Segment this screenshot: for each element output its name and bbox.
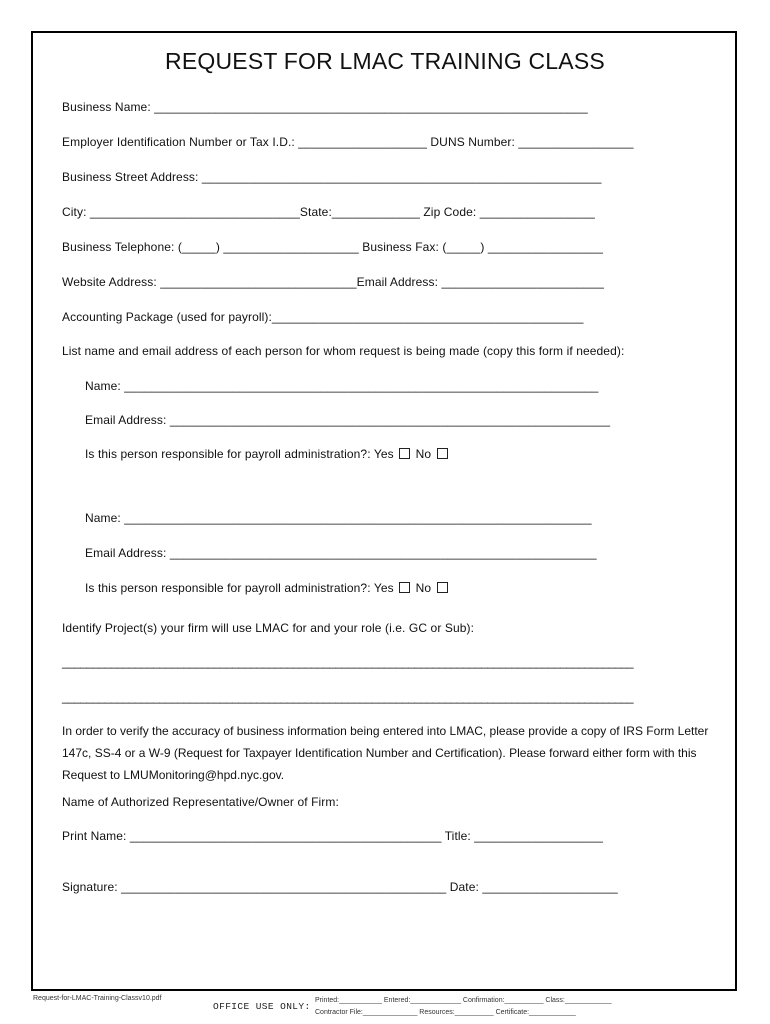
street-address-field[interactable]: Business Street Address: ___________________________________________________________ <box>62 170 602 184</box>
projects-line-2[interactable]: ______________________________________________________________________________________________ <box>62 690 633 704</box>
person1-no-checkbox[interactable] <box>437 448 448 459</box>
print-name-title-field[interactable]: Print Name: ______________________________________________ Title: ___________________ <box>62 829 603 843</box>
city-state-zip-field[interactable]: City: _______________________________State:_____________ Zip Code: _________________ <box>62 205 595 219</box>
verify-paragraph: In order to verify the accuracy of business information being entered into LMAC, please provide a copy of IRS Form Letter 147c, SS-4 or a W-9 (Request for Taxpayer Identification Number and Certification). Please forward either form with this Request to LMUMonitoring@hpd.nyc.gov. <box>62 724 709 782</box>
person1-yes-checkbox[interactable] <box>399 448 410 459</box>
office-use-label: OFFICE USE ONLY: <box>213 1001 311 1012</box>
website-email-field[interactable]: Website Address: _____________________________Email Address: ________________________ <box>62 275 605 289</box>
business-name-field[interactable]: Business Name: ________________________________________________________________ <box>62 100 588 114</box>
person2-no-checkbox[interactable] <box>437 582 448 593</box>
form-title: REQUEST FOR LMAC TRAINING CLASS <box>165 48 605 74</box>
office-use-row-1: Printed:___________ Entered:_____________ Confirmation:__________ Class:____________ <box>315 997 612 1004</box>
person1-email-field[interactable]: Email Address: _________________________________________________________________ <box>85 413 611 427</box>
person2-name-field[interactable]: Name: _____________________________________________________________________ <box>85 511 592 525</box>
person2-no-label: No <box>412 581 435 595</box>
accounting-package-field[interactable]: Accounting Package (used for payroll):______________________________________________ <box>62 310 584 324</box>
signature-date-field[interactable]: Signature: ________________________________________________ Date: ____________________ <box>62 880 618 894</box>
office-use-row-2: Contractor File:______________ Resources:__________ Certificate:____________ <box>315 1009 576 1016</box>
projects-label: Identify Project(s) your firm will use LMAC for and your role (i.e. GC or Sub): <box>62 621 475 635</box>
person1-question-text: Is this person responsible for payroll administration?: Yes <box>85 447 398 461</box>
ein-duns-field[interactable]: Employer Identification Number or Tax I.D.: ___________________ DUNS Number: _________________ <box>62 135 634 149</box>
person1-payroll-question <box>85 447 450 461</box>
person1-no-label: No <box>412 447 435 461</box>
footer-filename: Request-for-LMAC-Training-Classv10.pdf <box>33 995 162 1002</box>
projects-line-1[interactable]: ______________________________________________________________________________________________ <box>62 655 633 669</box>
phone-fax-field[interactable]: Business Telephone: (_____) ____________________ Business Fax: (_____) _________________ <box>62 240 604 254</box>
list-intro-text: List name and email address of each person for whom request is being made (copy this form if needed): <box>62 344 625 358</box>
person1-name-field[interactable]: Name: ______________________________________________________________________ <box>85 379 599 393</box>
person2-payroll-question <box>85 581 450 595</box>
authorized-rep-label: Name of Authorized Representative/Owner of Firm: <box>62 795 339 809</box>
person2-question-text: Is this person responsible for payroll administration?: Yes <box>85 581 398 595</box>
person2-yes-checkbox[interactable] <box>399 582 410 593</box>
person2-email-field[interactable]: Email Address: _______________________________________________________________ <box>85 546 597 560</box>
